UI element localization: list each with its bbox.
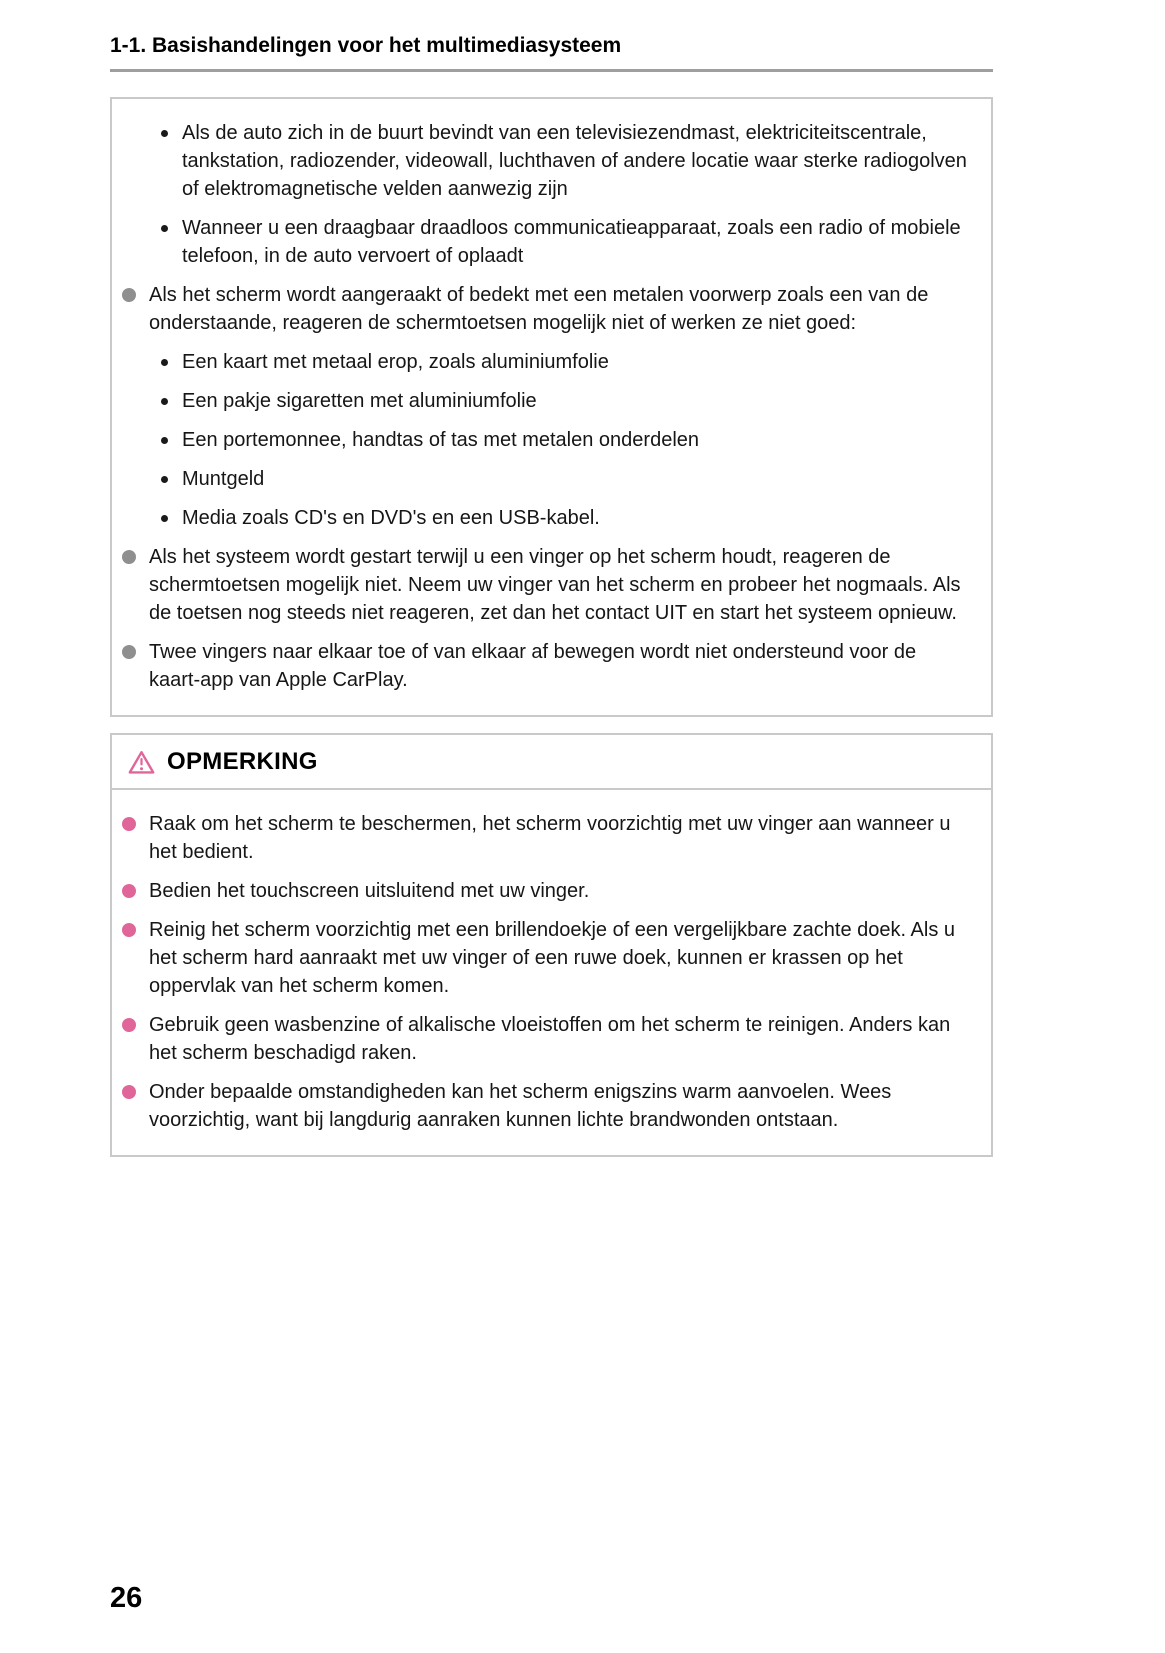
- dot-bullet-icon: [161, 225, 168, 232]
- page-header: [110, 34, 993, 72]
- list-item-text: Als het scherm wordt aangeraakt of bedekt met een metalen voorwerp zoals een van de onderstaande, reageren de schermtoetsen mogelijk niet of werken ze niet goed:: [149, 284, 929, 334]
- list-item: [158, 465, 971, 493]
- list-item: [158, 214, 971, 270]
- circle-bullet-icon: [122, 923, 136, 937]
- list-item: [158, 504, 971, 532]
- list-item-text: Als het systeem wordt gestart terwijl u een vinger op het scherm houdt, reageren de schermtoetsen mogelijk niet. Neem uw vinger van het scherm en probeer het nogmaals. Als de toetsen nog steeds niet reageren, zet dan het contact UIT en start het systeem opnieuw.: [149, 546, 961, 624]
- list-item-text: Bedien het touchscreen uitsluitend met uw vinger.: [149, 880, 590, 902]
- list-item: [122, 1011, 971, 1067]
- list-item: [122, 543, 971, 627]
- list-item-text: Gebruik geen wasbenzine of alkalische vloeistoffen om het scherm te reinigen. Anders kan het scherm beschadigd raken.: [149, 1014, 951, 1064]
- page-number: 26: [110, 1582, 143, 1614]
- list-item: [158, 387, 971, 415]
- list-item: [158, 348, 971, 376]
- list-item: [158, 119, 971, 203]
- circle-bullet-icon: [122, 884, 136, 898]
- circle-bullet-icon: [122, 645, 136, 659]
- list-item: [122, 810, 971, 866]
- notice-box: [110, 733, 993, 1157]
- list-item-text: Een kaart met metaal erop, zoals aluminiumfolie: [182, 351, 609, 373]
- list-item-text: Twee vingers naar elkaar toe of van elkaar af bewegen wordt niet ondersteund voor de kaart-app van Apple CarPlay.: [149, 641, 917, 691]
- list-item-text: Een pakje sigaretten met aluminiumfolie: [182, 390, 537, 412]
- list-item-text: Een portemonnee, handtas of tas met metalen onderdelen: [182, 429, 700, 451]
- list-item-text: Muntgeld: [182, 468, 265, 490]
- section-title: 1-1. Basishandelingen voor het multimediasysteem: [110, 34, 622, 57]
- header-divider: [110, 69, 993, 72]
- list-item: [122, 1078, 971, 1134]
- notice-title: OPMERKING: [167, 748, 318, 775]
- list-item-text: Als de auto zich in de buurt bevindt van een televisiezendmast, elektriciteitscentrale, tankstation, radiozender, videowall, luchthaven of andere locatie waar sterke radiogolven of elektromagnetische velden aanwezig zijn: [182, 122, 967, 200]
- circle-bullet-icon: [122, 817, 136, 831]
- dot-bullet-icon: [161, 398, 168, 405]
- list-item: [122, 916, 971, 1000]
- warning-triangle-icon: [128, 750, 155, 775]
- list-item-text: Raak om het scherm te beschermen, het scherm voorzichtig met uw vinger aan wanneer u het bedient.: [149, 813, 951, 863]
- list-item: [122, 281, 971, 337]
- circle-bullet-icon: [122, 1018, 136, 1032]
- notice-header: [112, 735, 991, 788]
- list-item: [158, 426, 971, 454]
- list-item-text: Wanneer u een draagbaar draadloos communicatieapparaat, zoals een radio of mobiele telefoon, in de auto vervoert of oplaadt: [182, 217, 961, 267]
- notice-items: [112, 790, 991, 1155]
- circle-bullet-icon: [122, 1085, 136, 1099]
- list-item-text: Reinig het scherm voorzichtig met een brillendoekje of een vergelijkbare zachte doek. Als u het scherm hard aanraakt met uw vinger of een ruwe doek, kunnen er krassen op het oppervlak van het scherm komen.: [149, 919, 955, 997]
- circle-bullet-icon: [122, 288, 136, 302]
- list-item: [122, 877, 971, 905]
- dot-bullet-icon: [161, 359, 168, 366]
- dot-bullet-icon: [161, 437, 168, 444]
- dot-bullet-icon: [161, 130, 168, 137]
- dot-bullet-icon: [161, 515, 168, 522]
- dot-bullet-icon: [161, 476, 168, 483]
- list-item-text: Media zoals CD's en DVD's en een USB-kabel.: [182, 507, 600, 529]
- circle-bullet-icon: [122, 550, 136, 564]
- list-item: [122, 638, 971, 694]
- info-box: [110, 97, 993, 717]
- list-item-text: Onder bepaalde omstandigheden kan het scherm enigszins warm aanvoelen. Wees voorzichtig, want bij langdurig aanraken kunnen lichte brandwonden ontstaan.: [149, 1081, 892, 1131]
